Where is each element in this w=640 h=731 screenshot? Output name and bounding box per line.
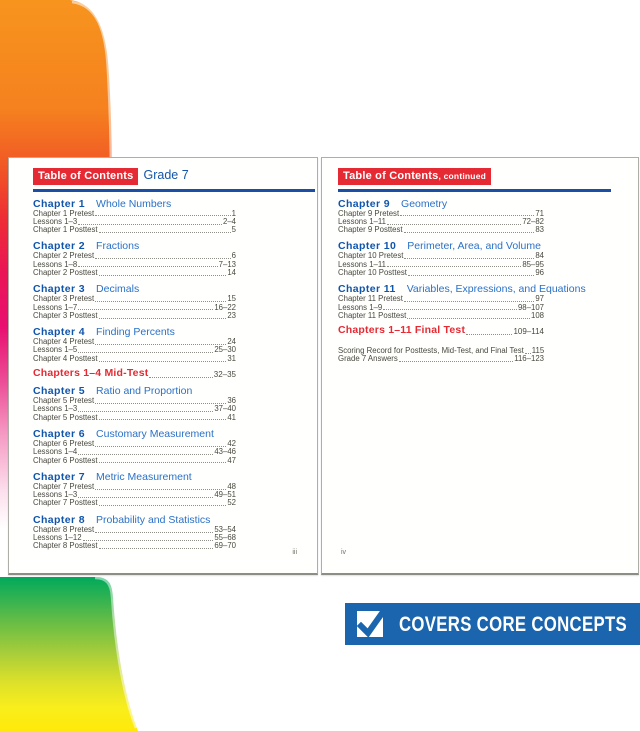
dotted-leader — [95, 258, 231, 259]
toc-entry-label: Lessons 1–5 — [33, 345, 78, 355]
toc-entry-row — [338, 312, 544, 320]
toc-entry-pages: 32–35 — [213, 370, 236, 380]
chapter-number: Chapter 2 — [33, 240, 86, 253]
chapter-block — [33, 326, 236, 363]
dotted-leader — [99, 462, 227, 463]
dotted-leader — [99, 232, 231, 233]
toc-title-box-continued — [338, 168, 491, 185]
toc-entry-label: Chapter 8 Pretest — [33, 524, 95, 534]
toc-entry-pages: 72–82 — [522, 216, 544, 226]
toc-entry-pages: 109–114 — [513, 327, 544, 337]
dotted-leader — [78, 309, 213, 310]
test-label: Chapters 1–11 Final Test — [338, 324, 466, 337]
chapter-title: Probability and Statistics — [96, 513, 211, 526]
toc-entry-label: Lessons 1–3 — [33, 216, 78, 226]
toc-entry-pages: 6 — [231, 251, 236, 261]
dotted-leader — [99, 318, 227, 319]
dotted-leader — [95, 215, 231, 216]
chapter-title: Ratio and Proportion — [96, 385, 193, 398]
toc-entry-label: Lessons 1–8 — [33, 259, 78, 269]
toc-entry-pages: 15 — [227, 294, 236, 304]
toc-entry-pages: 97 — [535, 294, 544, 304]
chapter-number: Chapter 1 — [33, 197, 86, 210]
dotted-leader — [78, 352, 213, 353]
dotted-leader — [99, 275, 227, 276]
dotted-leader — [99, 419, 227, 420]
toc-entry-pages: 5 — [231, 225, 236, 235]
toc-entry-row — [338, 269, 544, 277]
dotted-leader — [83, 540, 214, 541]
dotted-leader — [387, 266, 521, 267]
toc-page-right — [321, 157, 639, 575]
toc-entry-pages: 1 — [231, 208, 236, 218]
check-icon — [357, 611, 383, 637]
toc-title-box: Table of Contents — [33, 168, 138, 185]
toc-entry-label: Chapter 5 Pretest — [33, 396, 95, 406]
test-row — [338, 325, 544, 336]
dotted-leader — [95, 403, 226, 404]
chapter-block — [33, 385, 236, 422]
toc-entry-row — [33, 499, 236, 507]
test-row — [33, 368, 236, 379]
dotted-leader — [95, 301, 226, 302]
chapter-block — [33, 240, 236, 277]
dotted-leader — [78, 454, 213, 455]
toc-entry-pages: 84 — [535, 251, 544, 261]
chapter-number: Chapter 7 — [33, 470, 86, 483]
toc-entry-pages: 55–68 — [214, 533, 236, 543]
header-rule — [338, 189, 611, 192]
toc-page-left — [8, 157, 318, 575]
toc-title-continued-suffix: , continued — [438, 171, 487, 181]
toc-entry-label: Lessons 1–7 — [33, 302, 78, 312]
dotted-leader — [99, 548, 214, 549]
chapter-heading — [33, 514, 236, 526]
toc-entry-pages: 47 — [227, 455, 236, 465]
toc-entry-pages: 85–95 — [522, 259, 544, 269]
toc-entry-label: Lessons 1–4 — [33, 447, 78, 457]
toc-entry-row — [33, 355, 236, 363]
cover-gradient-bottom-decoration — [0, 575, 150, 731]
grade-label: Grade 7 — [143, 168, 189, 182]
toc-header-left — [33, 168, 317, 185]
chapter-title: Variables, Expressions, and Equations — [406, 283, 586, 296]
toc-entry-pages: 48 — [227, 481, 236, 491]
covers-core-concepts-banner — [345, 603, 640, 645]
toc-entry-pages: 7–13 — [218, 259, 236, 269]
chapter-number: Chapter 4 — [33, 326, 86, 339]
chapter-block — [338, 283, 586, 320]
dotted-leader — [95, 532, 213, 533]
extra-rows — [338, 347, 544, 364]
banner-label: COVERS CORE CONCEPTS — [399, 611, 628, 636]
chapter-title: Decimals — [96, 283, 140, 296]
toc-entry-pages: 83 — [535, 225, 544, 235]
toc-entry-row — [33, 542, 236, 550]
toc-entry-label: Lessons 1–11 — [338, 259, 386, 269]
toc-entry-label: Chapter 4 Posttest — [33, 353, 98, 363]
toc-entry-pages: 23 — [227, 310, 236, 320]
chapter-block — [33, 198, 236, 235]
toc-entry-pages: 53–54 — [214, 524, 236, 534]
chapter-block — [33, 514, 236, 551]
page-number: iv — [341, 549, 347, 556]
dotted-leader — [400, 215, 534, 216]
toc-entry-row — [33, 226, 236, 234]
dotted-leader — [95, 489, 226, 490]
dotted-leader — [408, 275, 534, 276]
chapter-heading — [33, 198, 236, 210]
toc-entry-row — [33, 269, 236, 277]
page-number: iii — [292, 549, 297, 556]
toc-entry-pages: 49–51 — [214, 490, 236, 500]
toc-entry-label: Lessons 1–9 — [338, 302, 383, 312]
toc-entry-pages: 115 — [531, 346, 545, 356]
chapter-title: Whole Numbers — [96, 197, 172, 210]
chapter-title: Fractions — [96, 240, 140, 253]
dotted-leader — [404, 258, 534, 259]
toc-entry-row — [338, 226, 544, 234]
toc-entry-label: Lessons 1–11 — [338, 216, 386, 226]
dotted-leader — [149, 377, 212, 378]
chapter-block — [338, 198, 544, 235]
toc-entry-label: Chapter 3 Posttest — [33, 310, 98, 320]
toc-entry-label: Chapter 11 Pretest — [338, 294, 403, 304]
toc-entry-row — [33, 457, 236, 465]
toc-entry-label: Chapter 10 Pretest — [338, 251, 404, 261]
chapter-block — [33, 283, 236, 320]
dotted-leader — [387, 224, 521, 225]
chapter-block — [33, 471, 236, 508]
toc-entry-label: Lessons 1–3 — [33, 490, 78, 500]
dotted-leader — [399, 361, 513, 362]
dotted-leader — [99, 361, 227, 362]
toc-entry-label: Scoring Record for Posttests, Mid-Test, and Final Test — [338, 346, 524, 356]
chapter-number: Chapter 8 — [33, 513, 86, 526]
toc-entry-pages: 116–123 — [514, 354, 544, 364]
dotted-leader — [78, 224, 222, 225]
toc-entry-pages: 52 — [227, 498, 236, 508]
toc-entry-label: Chapter 4 Pretest — [33, 337, 95, 347]
dotted-leader — [95, 344, 226, 345]
dotted-leader — [99, 505, 227, 506]
toc-entry-label: Chapter 2 Pretest — [33, 251, 95, 261]
dotted-leader — [78, 497, 213, 498]
dotted-leader — [404, 232, 535, 233]
toc-entry-pages: 16–22 — [214, 302, 236, 312]
toc-entry-label: Chapter 11 Posttest — [338, 310, 407, 320]
dotted-leader — [95, 446, 226, 447]
toc-entry-pages: 37–40 — [214, 404, 236, 414]
chapter-block — [338, 240, 544, 277]
toc-entry-label: Chapter 7 Posttest — [33, 498, 98, 508]
chapter-number: Chapter 11 — [338, 283, 396, 296]
toc-header-right — [338, 168, 638, 185]
chapter-number: Chapter 9 — [338, 197, 391, 210]
dotted-leader — [466, 334, 512, 335]
toc-entry-label: Chapter 6 Posttest — [33, 455, 98, 465]
toc-entry-pages: 98–107 — [517, 302, 544, 312]
toc-entry-label: Chapter 7 Pretest — [33, 481, 95, 491]
toc-entry-pages: 43–46 — [214, 447, 236, 457]
toc-entry-label: Chapter 1 Pretest — [33, 208, 95, 218]
toc-entry-pages: 41 — [227, 412, 236, 422]
toc-entry-pages: 42 — [227, 438, 236, 448]
toc-entry-label: Chapter 8 Posttest — [33, 541, 98, 551]
toc-entry-row — [338, 355, 544, 363]
toc-entry-label: Chapter 3 Pretest — [33, 294, 95, 304]
chapter-title: Geometry — [401, 197, 448, 210]
toc-entry-pages: 108 — [530, 310, 544, 320]
chapter-title: Finding Percents — [96, 326, 175, 339]
dotted-leader — [407, 318, 530, 319]
toc-entry-pages: 25–30 — [214, 345, 236, 355]
toc-entry-label: Lessons 1–12 — [33, 533, 82, 543]
toc-entry-label: Chapter 1 Posttest — [33, 225, 98, 235]
toc-entry-label: Grade 7 Answers — [338, 354, 398, 364]
toc-entry-label: Chapter 9 Posttest — [338, 225, 403, 235]
toc-entry-label: Chapter 10 Posttest — [338, 267, 407, 277]
toc-entry-label: Lessons 1–3 — [33, 404, 78, 414]
toc-entry-label: Chapter 2 Posttest — [33, 267, 98, 277]
toc-entry-row — [33, 414, 236, 422]
chapter-number: Chapter 5 — [33, 385, 86, 398]
chapter-heading — [338, 198, 544, 210]
chapter-block — [33, 428, 236, 465]
toc-entry-pages: 14 — [227, 267, 236, 277]
toc-entry-pages: 36 — [227, 396, 236, 406]
dotted-leader — [78, 266, 217, 267]
toc-entry-pages: 31 — [227, 353, 236, 363]
toc-sections-left — [33, 198, 236, 551]
header-rule — [33, 189, 315, 192]
toc-entry-label: Chapter 6 Pretest — [33, 438, 95, 448]
dotted-leader — [78, 411, 213, 412]
toc-entry-pages: 96 — [535, 267, 544, 277]
toc-entry-row — [33, 312, 236, 320]
toc-entry-label: Chapter 5 Posttest — [33, 412, 98, 422]
toc-entry-pages: 2–4 — [222, 216, 236, 226]
chapter-number: Chapter 6 — [33, 427, 86, 440]
chapter-number: Chapter 3 — [33, 283, 86, 296]
chapter-number: Chapter 10 — [338, 240, 397, 253]
toc-entry-pages: 24 — [227, 337, 236, 347]
test-label: Chapters 1–4 Mid-Test — [33, 367, 149, 380]
chapter-title: Perimeter, Area, and Volume — [407, 240, 541, 253]
toc-entry-pages: 71 — [535, 208, 544, 218]
toc-entry-pages: 69–70 — [214, 541, 236, 551]
chapter-title: Customary Measurement — [96, 427, 214, 440]
chapter-title: Metric Measurement — [96, 470, 192, 483]
toc-entry-label: Chapter 9 Pretest — [338, 208, 400, 218]
dotted-leader — [404, 301, 534, 302]
toc-sections-right — [338, 197, 586, 364]
toc-title-text: Table of Contents — [343, 170, 439, 182]
